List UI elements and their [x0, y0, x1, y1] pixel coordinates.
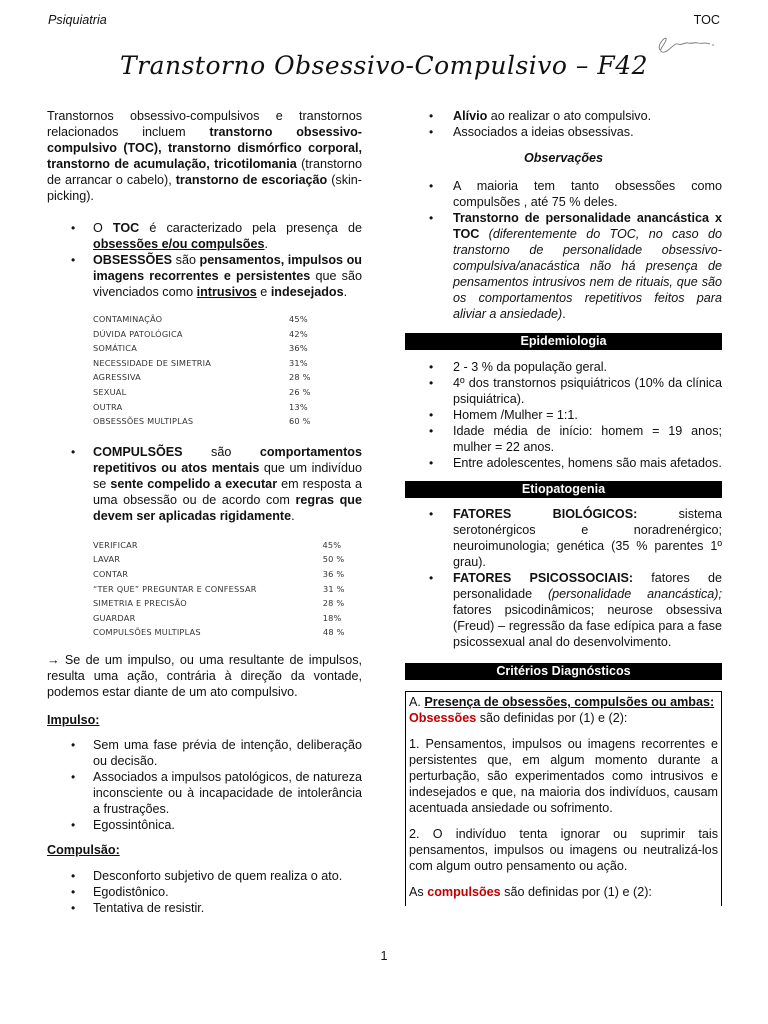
etiopatogenia-header: Etiopatogenia — [405, 481, 722, 498]
list-item: • O TOC é caracterizado pela presença de obsessões e/ou compulsões. — [47, 220, 362, 252]
compulsions-table — [93, 538, 362, 640]
list-item: • FATORES BIOLÓGICOS: sistema serotonérgicos e noradrenérgico; neuroimunologia; genética (35 % parentes 1º grau). — [405, 506, 722, 570]
list-item: • Sem uma fase prévia de intenção, deliberação ou decisão. — [47, 737, 362, 769]
table-row: DÚVIDA PATOLÓGICA 42% — [93, 328, 308, 339]
list-item: • 4º dos transtornos psiquiátricos (10% da clínica psiquiátrica). — [405, 375, 722, 407]
list-item: • Tentativa de resistir. — [47, 900, 362, 916]
signature-icon — [654, 30, 716, 56]
arrow-paragraph: → Se de um impulso, ou uma resultante de impulsos, resulta uma ação, contrária à direção da vontade, podemos estar diante de um ato compulsivo. — [47, 652, 362, 699]
list-item: • Egodistônico. — [47, 884, 362, 900]
table-row: CONTAR 36 % — [93, 568, 345, 579]
table-row: OBSESSÕES MULTIPLAS 60 % — [93, 416, 311, 427]
table-row: SOMÁTICA 36% — [93, 343, 308, 354]
list-item: • Homem /Mulher = 1:1. — [405, 407, 722, 423]
observacoes-heading: Observações — [523, 151, 604, 165]
table-row: AGRESSIVA 28 % — [93, 372, 311, 383]
right-column — [405, 108, 722, 906]
page-number: 1 — [380, 949, 388, 963]
intro-paragraph: Transtornos obsessivo-compulsivos e transtornos relacionados incluem transtorno obsessivo-compulsivo (TOC), transtorno dismórfico corporal, transtorno de acumulação, tricotilomania (transtorno de arrancar o cabelo), transtorno de escoriação (skin-picking). — [47, 109, 362, 203]
epidemiologia-list — [405, 359, 722, 471]
table-row: “TER QUE” PREGUNTAR E CONFESSAR 31 % — [93, 583, 345, 594]
impulso-heading: Impulso: — [47, 712, 100, 727]
list-item: • A maioria tem tanto obsessões como compulsões , até 75 % deles. — [405, 178, 722, 210]
criterio-2: 2. O indivíduo tenta ignorar ou suprimir tais pensamentos, impulsos ou imagens ou neutralizá-los com algum outro pensamento ou ação. — [409, 827, 718, 873]
table-row: VERIFICAR 45% — [93, 539, 342, 550]
list-item: • Idade média de início: homem = 19 anos; mulher = 22 anos. — [405, 423, 722, 455]
list-item: • 2 - 3 % da população geral. — [405, 359, 722, 375]
table-row: COMPULSÕES MULTIPLAS 48 % — [93, 627, 345, 638]
impulso-list — [47, 737, 362, 833]
table-row: CONTAMINAÇÃO 45% — [93, 314, 308, 324]
criterio-1: 1. Pensamentos, impulsos ou imagens recorrentes e persistentes que, em algum momento durante a perturbação, são experimentados como intrusivos e indesejados e que, na maioria dos indivíduos, causam acentuada ansiedade ou sofrimento. — [409, 737, 718, 815]
header-left: Psiquiatria — [48, 13, 107, 27]
epidemiologia-header: Epidemiologia — [405, 333, 722, 350]
compulsao-heading: Compulsão: — [47, 842, 120, 857]
etiopatogenia-list — [405, 506, 722, 650]
table-row: SEXUAL 26 % — [93, 386, 311, 397]
list-item: • Desconforto subjetivo de quem realiza o ato. — [47, 868, 362, 884]
page-title: Transtorno Obsessivo-Compulsivo – F42 — [119, 51, 649, 80]
table-row: LAVAR 50 % — [93, 554, 345, 565]
compulsoes-definition: As compulsões são definidas por (1) e (2): — [409, 885, 652, 899]
table-row: GUARDAR 18% — [93, 612, 342, 623]
compulsion-extra-list — [405, 108, 722, 140]
obsessoes-definition: Obsessões são definidas por (1) e (2): — [409, 711, 628, 725]
list-item: • Egossintônica. — [47, 817, 362, 833]
criterios-box — [405, 691, 722, 906]
table-row: SIMETRIA E PRECISÃO 28 % — [93, 598, 345, 609]
table-row: OUTRA 13% — [93, 401, 308, 412]
obsessions-table — [93, 312, 362, 429]
criterios-header: Critérios Diagnósticos — [405, 663, 722, 680]
list-item: • Transtorno de personalidade anancástica x TOC (diferentemente do TOC, no caso do transtorno de personalidade obsessivo-compulsiva/anacástica não há presença de pensamentos intrusivos nem de rituais, que são os comportamentos repetitivos feitos para aliviar a ansiedade). — [405, 210, 722, 322]
list-item: • Alívio ao realizar o ato compulsivo. — [405, 108, 722, 124]
list-item: • OBSESSÕES são pensamentos, impulsos ou imagens recorrentes e persistentes que são vivenciados como intrusivos e indesejados. — [47, 252, 362, 300]
compulsions-bullets — [47, 444, 362, 524]
list-item: • Associados a ideias obsessivas. — [405, 124, 722, 140]
toc-bullets — [47, 220, 362, 300]
header-right: TOC — [693, 13, 720, 27]
observacoes-list — [405, 178, 722, 322]
list-item: • FATORES PSICOSSOCIAIS: fatores de personalidade (personalidade anancástica); fatores psicodinâmicos; neurose obsessiva (Freud) – regressão da fase edípica para a fase psicossexual anal do desenvolvimento. — [405, 570, 722, 650]
left-column — [47, 108, 362, 916]
compulsao-list — [47, 868, 362, 916]
list-item: • Associados a impulsos patológicos, de natureza inconsciente ou à incapacidade de intolerância a frustrações. — [47, 769, 362, 817]
list-item: • Entre adolescentes, homens são mais afetados. — [405, 455, 722, 471]
table-row: NECESSIDADE DE SIMETRIA 31% — [93, 357, 308, 368]
list-item: • COMPULSÕES são comportamentos repetitivos ou atos mentais que um indivíduo se sente compelido a executar em resposta a uma obsessão ou de acordo com regras que devem ser aplicadas rigidamente. — [47, 444, 362, 524]
criterio-a: A. Presença de obsessões, compulsões ou ambas: — [409, 695, 715, 709]
